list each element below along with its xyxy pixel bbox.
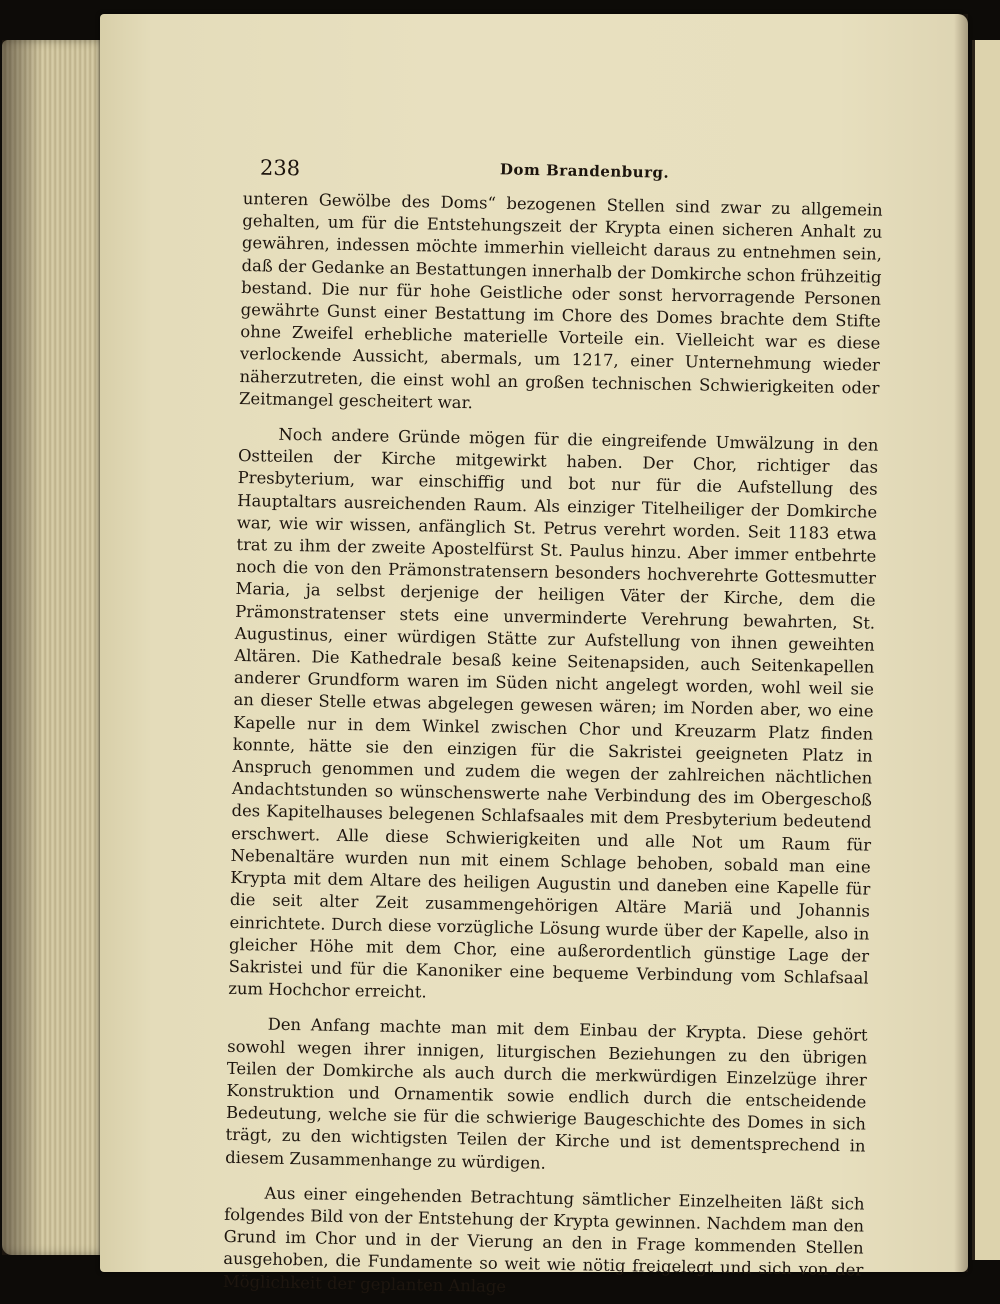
- spine-shadow: [954, 14, 968, 1272]
- edge-shadow: [2, 40, 42, 1255]
- paragraph: Aus einer eingehenden Betrachtung sämtlicher Einzelheiten läßt sich folgendes Bild von der Entstehung der Krypta gewinnen. Nachdem man den Grund im Chor und in der Vierung an den in Frage kommenden Stellen ausgehoben, die Fundamente so weit wie nötig freigelegt und sich von der Möglichkeit der geplanten Anlage: [222, 1183, 865, 1296]
- facing-page-edge: [972, 40, 1000, 1260]
- running-head: Dom Brandenburg.: [499, 160, 670, 182]
- page-header: [160, 150, 880, 184]
- paragraph: Den Anfang machte man mit dem Einbau der Krypta. Diese gehört sowohl wegen ihrer innigen, liturgischen Beziehungen zu den übrigen Teilen der Domkirche als auch durch die merkwürdigen Einzelzüge ihrer Konstruktion und Ornamentik sowie endlich durch die entscheidende Bedeutung, welche sie für die schwierige Baugeschichte des Domes in sich trägt, zu den wichtigsten Teilen der Kirche und ist dementsprechend in diesem Zusammenhange zu würdigen.: [225, 1014, 868, 1173]
- page-number: 238: [259, 155, 301, 181]
- page-edges: [2, 40, 108, 1255]
- paragraph: unteren Gewölbe des Doms“ bezogenen Stellen sind zwar zu allgemein gehalten, um für die Entstehungszeit der Krypta einen sicheren Anhalt zu gewähren, indessen möchte immerhin vielleicht daraus zu entnehmen sein, daß der Gedanke an Bestattungen innerhalb der Domkirche schon frühzeitig bestand. Die nur für hohe Geistliche oder sonst hervorragende Personen gewährte Gunst einer Bestattung im Chore des Domes brachte dem Stifte ohne Zweifel erhebliche materielle Vorteile ein. Vielleicht war es diese verlockende Aussicht, abermals, um 1217, einer Unternehmung wieder näherzutreten, die einst wohl an großen technischen Schwierigkeiten oder Zeitmangel gescheitert war.: [238, 188, 883, 413]
- body-text: [223, 188, 883, 1304]
- paragraph: Noch andere Gründe mögen für die eingreifende Umwälzung in den Ostteilen der Kirche mitgewirkt haben. Der Chor, richtiger das Presbyterium, war einschiffig und bot nur für die Aufstellung des Hauptaltars ausreichenden Raum. Als einziger Titelheiliger der Domkirche war, wie wir wissen, anfänglich St. Petrus verehrt worden. Seit 1183 etwa trat zu ihm der zweite Apostelfürst St. Paulus hinzu. Aber immer entbehrte noch die von den Prämonstratensern besonders hochverehrte Gottesmutter Maria, ja selbst derjenige der heiligen Väter der Kirche, dem die Prämonstratenser stets eine unverminderte Verehrung bewahrten, St. Augustinus, einer würdigen Stätte zur Aufstellung von ihnen geweihten Altären. Die Kathedrale besaß keine Seitenapsiden, auch Seitenkapellen anderer Grundform waren im Süden nicht angelegt worden, wohl weil sie an dieser Stelle etwas abgelegen gewesen wären; im Norden aber, wo eine Kapelle nur in dem Winkel zwischen Chor und Kreuzarm Platz finden konnte, hätte sie den einzigen für die Sakristei geeigneten Platz in Anspruch genommen und zudem die wegen der zahlreichen nächtlichen Andachtstunden so wünschenswerte nahe Verbindung des im Obergeschoß des Kapitelhauses belegenen Schlafsaales mit dem Presbyterium bedeutend erschwert. Alle diese Schwierigkeiten und alle Not um Raum für Nebenaltäre wurden nun mit einem Schlage behoben, sobald man eine Krypta mit dem Altare des heiligen Augustin und daneben eine Kapelle für die seit alter Zeit zusammengehörigen Altäre Mariä und Johannis einrichtete. Durch diese vorzügliche Lösung wurde über der Kapelle, also in gleicher Höhe mit dem Chor, eine außerordentlich günstige Lage der Sakristei und für die Kanoniker eine bequeme Verbindung vom Schlafsaal zum Hochchor erreicht.: [228, 424, 879, 1002]
